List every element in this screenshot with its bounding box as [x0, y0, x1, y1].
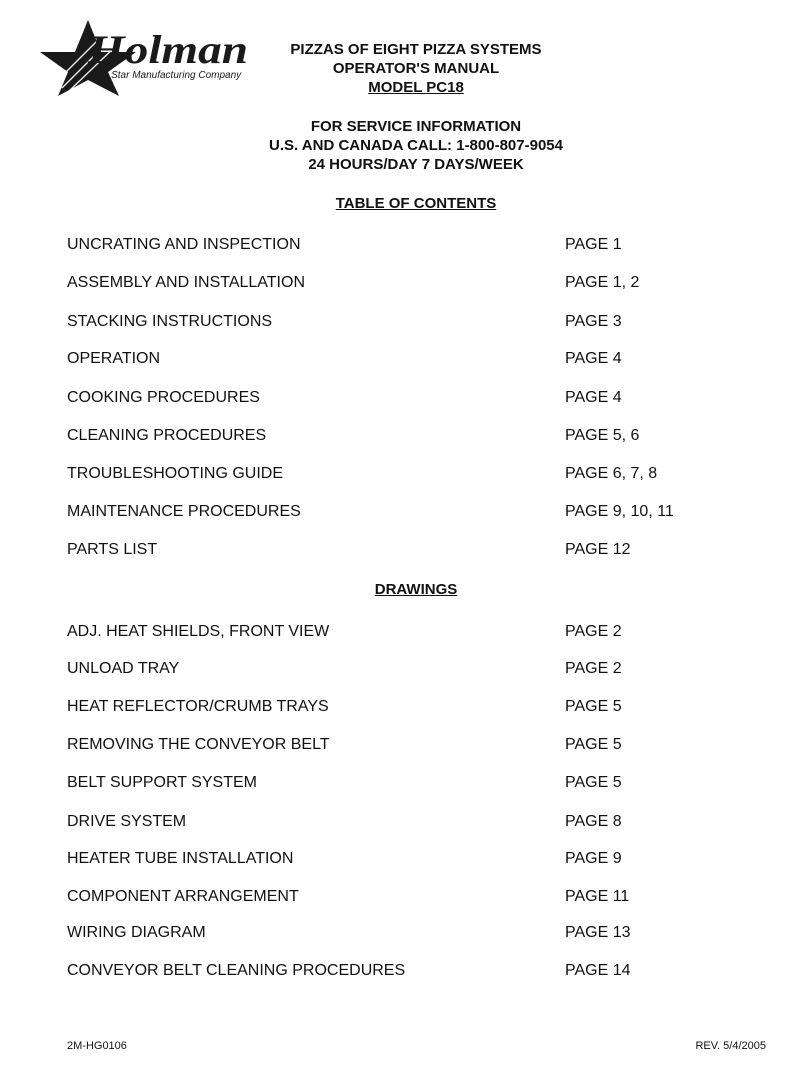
- drawing-row: [67, 774, 707, 794]
- drawing-item: ADJ. HEAT SHIELDS, FRONT VIEW: [67, 623, 330, 640]
- toc-item: OPERATION: [67, 350, 161, 367]
- toc-item: MAINTENANCE PROCEDURES: [67, 503, 301, 520]
- drawing-page: PAGE 2: [565, 623, 622, 640]
- drawing-item: CONVEYOR BELT CLEANING PROCEDURES: [67, 962, 406, 979]
- drawing-page: PAGE 13: [565, 924, 631, 941]
- drawing-item: WIRING DIAGRAM: [67, 924, 206, 941]
- drawing-page: PAGE 8: [565, 813, 622, 830]
- drawing-row: [67, 924, 707, 944]
- drawing-row: [67, 962, 707, 982]
- toc-row: [67, 313, 707, 333]
- drawing-row: [67, 888, 707, 908]
- toc-page: PAGE 6, 7, 8: [565, 465, 658, 482]
- model-line: MODEL PC18: [368, 79, 464, 96]
- toc-row: [67, 503, 707, 523]
- drawing-page: PAGE 5: [565, 774, 622, 791]
- holman-logo: [40, 18, 255, 98]
- drawing-page: PAGE 2: [565, 660, 622, 677]
- title-line-1: PIZZAS OF EIGHT PIZZA SYSTEMS: [290, 41, 542, 58]
- toc-row: [67, 389, 707, 409]
- service-info: [236, 117, 596, 174]
- service-line-3: 24 HOURS/DAY 7 DAYS/WEEK: [308, 156, 524, 173]
- drawing-item: REMOVING THE CONVEYOR BELT: [67, 736, 330, 753]
- drawing-item: COMPONENT ARRANGEMENT: [67, 888, 299, 905]
- drawings-title: DRAWINGS: [374, 581, 458, 598]
- logo-brand: Holman: [86, 27, 248, 72]
- toc-page: PAGE 5, 6: [565, 427, 640, 444]
- toc-page: PAGE 12: [565, 541, 631, 558]
- service-line-2: U.S. AND CANADA CALL: 1-800-807-9054: [269, 137, 563, 154]
- drawing-item: HEATER TUBE INSTALLATION: [67, 850, 294, 867]
- drawing-row: [67, 623, 707, 643]
- toc-item: STACKING INSTRUCTIONS: [67, 313, 273, 330]
- drawing-page: PAGE 5: [565, 736, 622, 753]
- logo-tagline: A Star Manufacturing Company: [102, 70, 242, 81]
- document-number: 2M-HG0106: [67, 1040, 127, 1052]
- toc-item: TROUBLESHOOTING GUIDE: [67, 465, 284, 482]
- drawing-page: PAGE 9: [565, 850, 622, 867]
- drawing-row: [67, 660, 707, 680]
- manual-title: [236, 40, 596, 97]
- toc-row: [67, 465, 707, 485]
- drawing-row: [67, 813, 707, 833]
- drawing-row: [67, 736, 707, 756]
- drawing-row: [67, 698, 707, 718]
- drawing-row: [67, 850, 707, 870]
- toc-row: [67, 274, 707, 294]
- toc-item: UNCRATING AND INSPECTION: [67, 236, 301, 253]
- toc-page: PAGE 4: [565, 389, 622, 406]
- drawing-page: PAGE 11: [565, 888, 630, 905]
- drawing-item: BELT SUPPORT SYSTEM: [67, 774, 257, 791]
- toc-item: PARTS LIST: [67, 541, 158, 558]
- toc-item: COOKING PROCEDURES: [67, 389, 260, 406]
- toc-page: PAGE 1, 2: [565, 274, 640, 291]
- toc-row: [67, 541, 707, 561]
- toc-page: PAGE 9, 10, 11: [565, 503, 674, 520]
- toc-page: PAGE 4: [565, 350, 622, 367]
- toc-page: PAGE 3: [565, 313, 622, 330]
- toc-item: ASSEMBLY AND INSTALLATION: [67, 274, 305, 291]
- toc-item: CLEANING PROCEDURES: [67, 427, 267, 444]
- toc-row: [67, 427, 707, 447]
- toc-title: TABLE OF CONTENTS: [335, 195, 497, 212]
- drawing-page: PAGE 14: [565, 962, 631, 979]
- drawing-item: HEAT REFLECTOR/CRUMB TRAYS: [67, 698, 329, 715]
- toc-row: [67, 350, 707, 370]
- drawing-item: DRIVE SYSTEM: [67, 813, 187, 830]
- drawing-page: PAGE 5: [565, 698, 622, 715]
- service-line-1: FOR SERVICE INFORMATION: [310, 118, 522, 135]
- revision-date: REV. 5/4/2005: [695, 1040, 766, 1052]
- toc-page: PAGE 1: [565, 236, 622, 253]
- title-line-2: OPERATOR'S MANUAL: [332, 60, 500, 77]
- toc-row: [67, 236, 707, 256]
- drawing-item: UNLOAD TRAY: [67, 660, 180, 677]
